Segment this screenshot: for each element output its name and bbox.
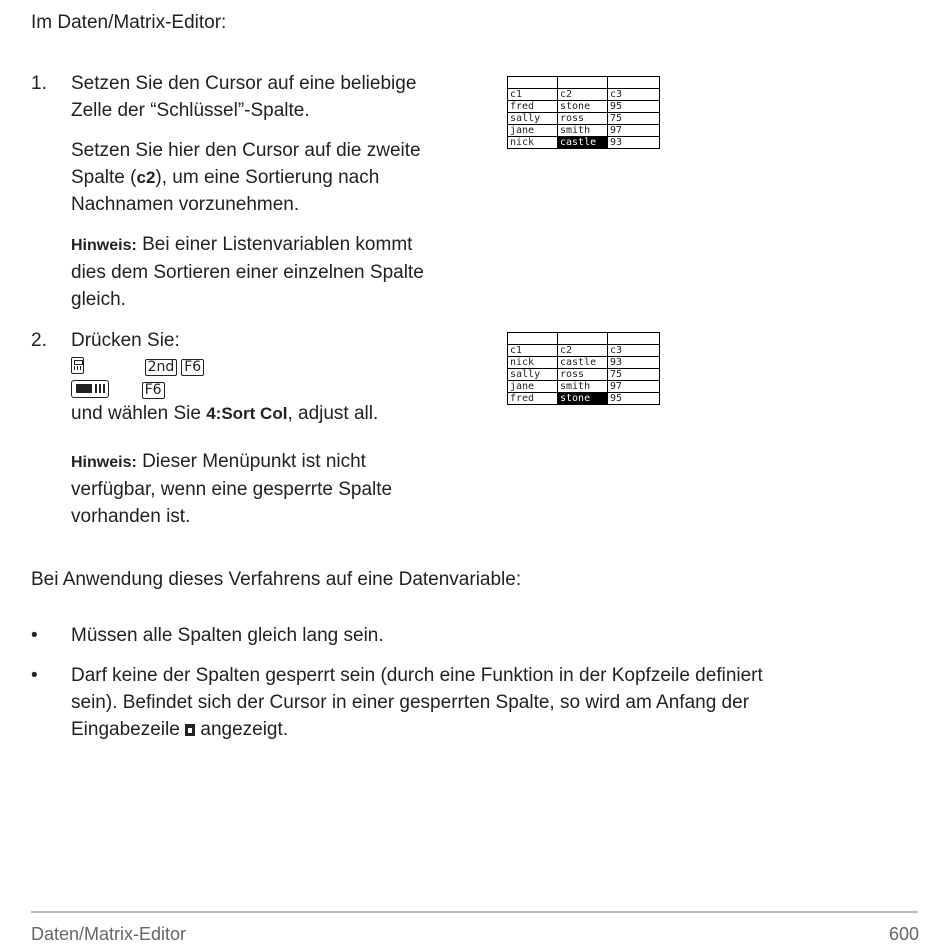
bullet-symbol: •: [31, 665, 38, 686]
table-row: [508, 357, 660, 369]
table-cell: nick: [508, 137, 558, 149]
table-cell: 75: [608, 113, 660, 125]
step-1-note-line-2: dies dem Sortieren einer einzelnen Spalte: [71, 262, 424, 283]
table-header-cell: c1: [508, 89, 558, 101]
data-variable-heading: Bei Anwendung dieses Verfahrens auf eine Datenvariable:: [31, 569, 522, 590]
bullet-2-line-1: Darf keine der Spalten gesperrt sein (durch eine Funktion in der Kopfzeile definiert: [71, 665, 763, 686]
table-cell: 97: [608, 381, 660, 393]
table-row: [508, 381, 660, 393]
step-2-note-line-1: Dieser Menüpunkt ist nicht: [136, 451, 366, 472]
note-label: Hinweis:: [71, 237, 137, 254]
table-cell: ross: [558, 369, 608, 381]
table-cell: ross: [558, 113, 608, 125]
intro-text: Im Daten/Matrix-Editor:: [31, 12, 227, 33]
table-header-cell: c3: [608, 345, 660, 357]
table-cell: 93: [608, 357, 660, 369]
table-cell: fred: [508, 393, 558, 405]
table-header-cell: c3: [608, 89, 660, 101]
step-1-note-line-1: Bei einer Listenvariablen kommt: [136, 234, 413, 255]
step-2-number: 2.: [31, 330, 47, 351]
table-row: [508, 369, 660, 381]
note-label: Hinweis:: [71, 454, 137, 471]
table-cell: sally: [508, 369, 558, 381]
step-1-line-2: Zelle der “Schlüssel”-Spalte.: [71, 100, 310, 121]
step-2-line-4: und wählen Sie 4:Sort Col, adjust all.: [71, 403, 379, 424]
table-header-row: [508, 89, 660, 101]
table-row: [508, 113, 660, 125]
step-1-note: [71, 231, 424, 313]
menu-item-sort-col: 4:Sort Col: [206, 404, 288, 423]
table-header-cell: c2: [558, 345, 608, 357]
step-1-line-1: Setzen Sie den Cursor auf eine beliebige: [71, 73, 417, 94]
page-number: 600: [888, 924, 919, 944]
step-2-note-line-2: verfügbar, wenn eine gesperrte Spalte: [71, 479, 393, 500]
table-cell: fred: [508, 101, 558, 113]
table-cell: 93: [608, 137, 660, 149]
step-1-para2-line-1: Setzen Sie hier den Cursor auf die zweite: [71, 140, 421, 161]
table-row: [508, 137, 660, 149]
table-cell: 95: [608, 101, 660, 113]
ti89-calculator-icon: [71, 357, 84, 374]
table-cell-selected: stone: [558, 393, 608, 405]
table-header-cell: c1: [508, 345, 558, 357]
step-2-keys-ti89: [71, 354, 378, 377]
table-cell: nick: [508, 357, 558, 369]
table-blank-row: [508, 333, 660, 345]
step-1-number: 1.: [31, 73, 47, 94]
table-row: [508, 393, 660, 405]
bullet-symbol: •: [31, 625, 38, 646]
table-cell: jane: [508, 125, 558, 137]
table-cell: jane: [508, 381, 558, 393]
step-2-keys-voyage: [71, 377, 378, 400]
step-1-para2-line-3: Nachnamen vorzunehmen.: [71, 194, 300, 215]
table-cell-selected: castle: [558, 137, 608, 149]
step-2-note-line-3: vorhanden ist.: [71, 506, 191, 527]
table-header-cell: c2: [558, 89, 608, 101]
bullet-2-line-3: Eingabezeile angezeigt.: [71, 719, 289, 740]
table-row: [508, 101, 660, 113]
bullet-2-line-2: sein). Befindet sich der Cursor in einer gesperrten Spalte, so wird am Anfang der: [71, 692, 750, 713]
table-cell: 97: [608, 125, 660, 137]
key-f6: F6: [181, 359, 204, 376]
step-1-para2-line-2: Spalte (c2), um eine Sortierung nach: [71, 167, 380, 188]
table-cell: 95: [608, 393, 660, 405]
step-1-instruction: [71, 137, 421, 218]
table-cell: sally: [508, 113, 558, 125]
column-ref-c2: c2: [136, 168, 156, 187]
table-cell: castle: [558, 357, 608, 369]
lock-icon: [185, 724, 195, 736]
table-cell: 75: [608, 369, 660, 381]
table-cell: smith: [558, 381, 608, 393]
key-f6: F6: [142, 382, 165, 399]
table-cell: stone: [558, 101, 608, 113]
footer-chapter-title: Daten/Matrix-Editor: [31, 924, 187, 944]
data-matrix-table-after-sort: [507, 332, 660, 405]
footer-divider: [31, 911, 918, 913]
bullet-item-2: [71, 662, 763, 743]
data-matrix-table-before-sort: [507, 76, 660, 149]
step-1-note-line-3: gleich.: [71, 289, 126, 310]
bullet-item-1: Müssen alle Spalten gleich lang sein.: [71, 625, 384, 646]
step-2-note: [71, 448, 392, 530]
table-row: [508, 125, 660, 137]
voyage200-icon: [71, 380, 109, 398]
step-2-line-1: Drücken Sie:: [71, 330, 180, 351]
key-2nd: 2nd: [145, 359, 178, 376]
table-cell: smith: [558, 125, 608, 137]
table-header-row: [508, 345, 660, 357]
table-blank-row: [508, 77, 660, 89]
